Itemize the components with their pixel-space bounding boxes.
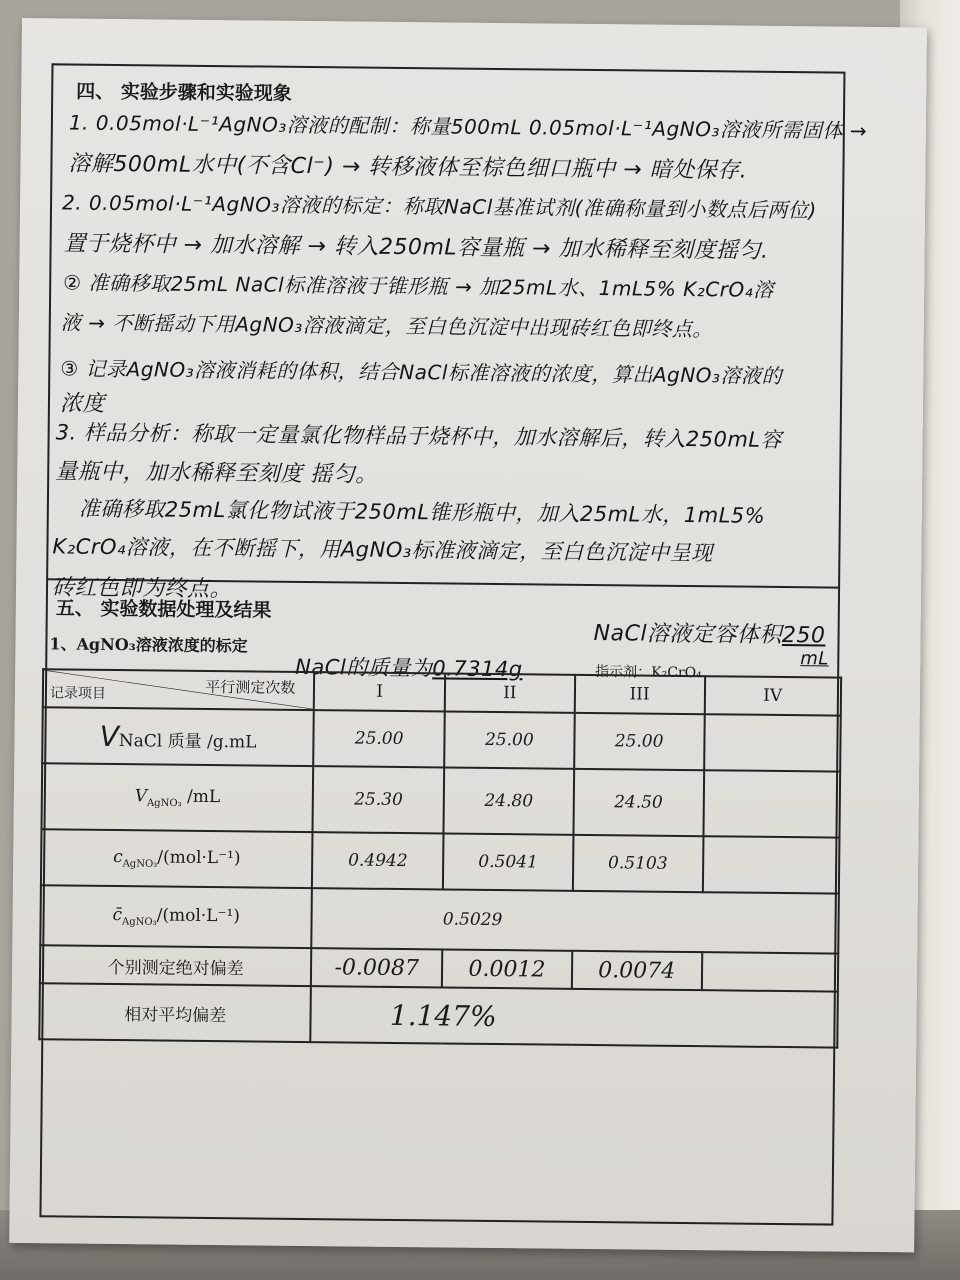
procedure-line-12: K₂CrO₄溶液，在不断摇下，用AgNO₃标准液滴定，至白色沉淀中呈现 [52,534,713,566]
section5-title: 五、 实验数据处理及结果 [55,597,272,622]
cell-value [702,836,839,893]
cell-value: 0.0074 [572,951,702,990]
cell-value: 0.0012 [442,949,572,988]
cell-value: 24.80 [444,767,574,834]
relative-mean-deviation-value: 1.147% [311,986,838,1048]
cell-value [701,952,838,991]
procedure-line-7: ③ 记录AgNO₃溶液消耗的体积，结合NaCl标准溶液的浓度，算出AgNO₃溶液的 [60,356,783,388]
section4-title: 四、 实验步骤和实验现象 [76,80,292,105]
procedure-line-2: 溶解500mL水中(不含Cl⁻) → 转移液体至棕色细口瓶中 → 暗处保存. [68,151,748,184]
lab-report-paper [9,18,927,1252]
table-row [41,829,840,893]
procedure-line-5: ② 准确移取25mL NaCl标准溶液于锥形瓶 → 加25mL水、1mL5% K₂CrO₄溶 [63,270,774,302]
cell-value: 0.5041 [443,833,573,890]
row-label-nacl-volume: VNaCl 质量 /g.mL [42,707,314,766]
table-row [42,707,841,771]
cell-value: 25.00 [444,711,574,768]
procedure-line-6: 液 → 不断摇动下用AgNO₃溶液滴定，至白色沉淀中出现砖红色即终点。 [60,310,713,342]
cell-value [703,770,840,837]
header-corner-right: 平行测定次数 [205,677,296,697]
table-row [39,983,838,1047]
header-col-4: IV [704,676,841,715]
mean-concentration-value: 0.5029 [312,888,839,954]
procedure-line-10: 量瓶中，加水稀释至刻度 摇匀。 [55,459,378,488]
row-label-mean-concentration: $c̄_{AgNO_3}/(mol\cdot L^{-1})$ [40,885,312,948]
procedure-line-8: 浓度 [59,391,106,417]
row-label-relative-mean-deviation: 相对平均偏差 [39,983,311,1042]
cell-value: 24.50 [573,769,703,836]
row-label-absolute-deviation: 个别测定绝对偏差 [40,945,312,986]
cell-value [704,714,841,771]
header-corner-cell [43,669,315,710]
row-label-agno3-volume: $V_{AgNO_3}$ /mL [42,763,314,832]
cell-value: 0.4942 [312,832,443,889]
procedure-line-4: 置于烧杯中 → 加水溶解 → 转入250mL容量瓶 → 加水稀释至刻度摇匀. [63,231,769,264]
section5-subtitle: 1、AgNO₃溶液浓度的标定 [49,634,248,656]
volume-unit: mL [800,648,830,670]
header-col-1: I [314,672,445,711]
table-row [42,763,841,837]
nacl-mass-note: NaCl的质量为0.7314g [295,654,523,682]
header-col-3: III [575,675,705,714]
procedure-line-13: 砖红色即为终点。 [51,575,233,603]
cell-value: -0.0087 [311,948,442,987]
procedure-line-3: 2. 0.05mol·L⁻¹AgNO₃溶液的标定：称取NaCl基准试剂(准确称量到小数点后两位) [61,190,817,223]
header-col-2: II [445,673,575,712]
titration-data-table [38,668,842,1048]
row-label-agno3-concentration: $c_{AgNO_3}/(mol\cdot L^{-1})$ [41,829,313,888]
header-corner-left: 记录项目 [49,685,107,702]
cell-value: 0.5103 [573,835,703,892]
volume-note: NaCl溶液定容体积250 [593,621,826,649]
cell-value: 25.30 [313,766,444,833]
procedure-line-11: 准确移取25mL氯化物试液于250mL锥形瓶中，加入25mL水，1mL5% [78,496,766,528]
procedure-line-1: 1. 0.05mol·L⁻¹AgNO₃溶液的配制：称量500mL 0.05mol·L⁻¹AgNO₃溶液所需固体 → [68,110,868,143]
cell-value: 25.00 [574,713,704,770]
procedure-line-9: 3. 样品分析：称取一定量氯化物样品于烧杯中，加水溶解后，转入250mL容 [55,420,783,452]
indicator: 指示剂：K₂CrO₄ [595,664,702,682]
table-row [40,885,839,953]
cell-value: 25.00 [313,710,444,767]
